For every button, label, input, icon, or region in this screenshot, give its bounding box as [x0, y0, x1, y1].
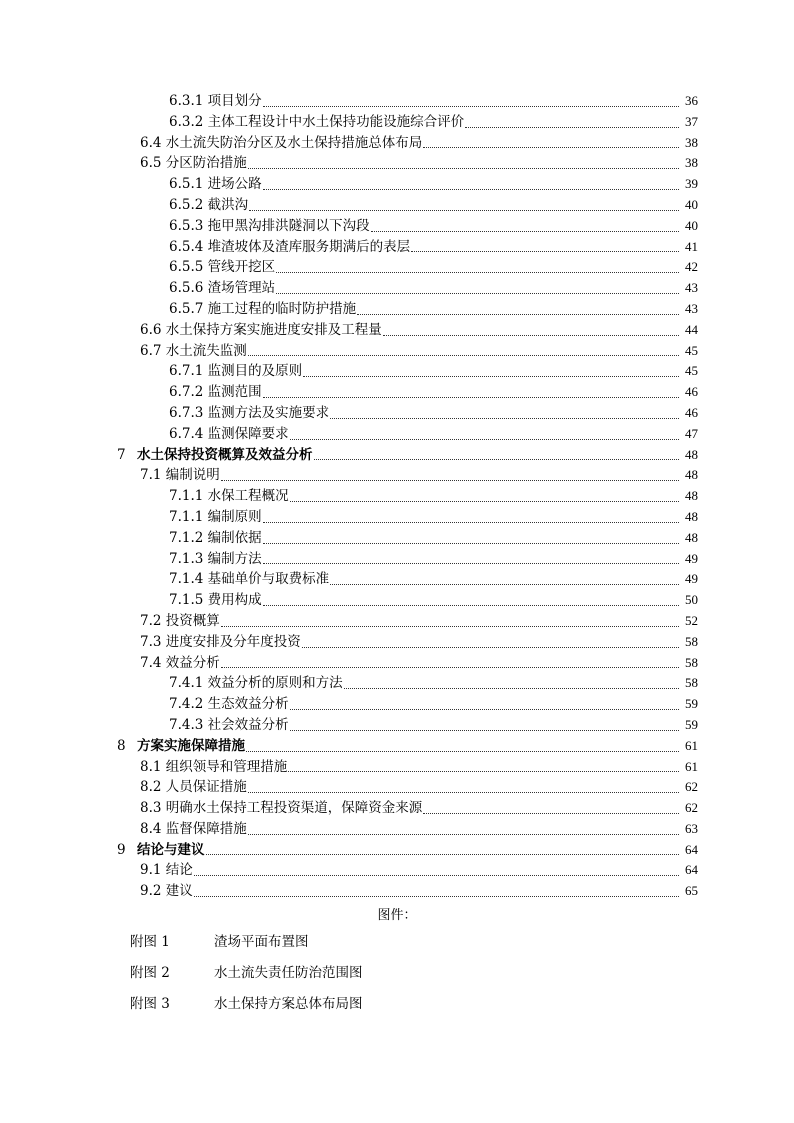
attachment-figure-number: 附图 3	[130, 996, 170, 1012]
toc-entry-number: 9.1	[140, 862, 166, 879]
toc-entry-page-number: 58	[685, 654, 698, 670]
dot-leader	[263, 189, 679, 190]
toc-entry[interactable]	[0, 673, 794, 694]
toc-entry[interactable]	[0, 840, 794, 861]
toc-entry-number: 6.7.4	[169, 425, 208, 442]
toc-entry-number: 9	[117, 841, 126, 858]
toc-entry-page-number: 65	[685, 883, 698, 899]
toc-entry-number: 6.6	[140, 321, 166, 338]
toc-entry-page-number: 41	[685, 238, 698, 254]
dot-leader	[357, 314, 679, 315]
toc-entry-number: 6.7.1	[169, 363, 208, 380]
toc-entry-number: 7.1.3	[169, 550, 208, 567]
toc-entry-page-number: 43	[685, 300, 698, 316]
toc-entry-page-number: 61	[685, 758, 698, 774]
toc-entry[interactable]	[0, 590, 794, 611]
toc-entry[interactable]	[0, 819, 794, 840]
toc-entry-number: 7.1.1	[169, 508, 208, 525]
toc-entry-page-number: 62	[685, 800, 698, 816]
attachment-item	[130, 961, 363, 981]
dot-leader	[290, 501, 679, 502]
dot-leader	[263, 543, 679, 544]
toc-entry-page-number: 49	[685, 550, 698, 566]
dot-leader	[303, 376, 679, 377]
toc-entry-title: 人员保证措施	[165, 779, 247, 796]
dot-leader	[302, 647, 679, 648]
toc-entry-page-number: 59	[685, 716, 698, 732]
toc-entry-page-number: 46	[685, 384, 698, 400]
toc-entry[interactable]	[0, 757, 794, 778]
toc-entry-page-number: 63	[685, 820, 698, 836]
toc-entry-title: 结论	[165, 862, 193, 879]
toc-entry[interactable]	[0, 257, 794, 278]
attachment-figure-title: 水土流失责任防治范围图	[214, 965, 363, 981]
toc-entry-title: 水土流失监测	[165, 342, 247, 359]
toc-entry-page-number: 40	[685, 217, 698, 233]
dot-leader	[221, 626, 679, 627]
toc-entry-title: 明确水土保持工程投资渠道，保障资金来源	[165, 800, 423, 817]
toc-entry-title: 进度安排及分年度投资	[165, 633, 301, 650]
toc-entry-number: 6.5.2	[169, 196, 208, 213]
toc-entry-number: 6.7	[140, 342, 166, 359]
toc-entry-title: 主体工程设计中水土保持功能设施综合评价	[207, 113, 465, 130]
toc-entry-title: 进场公路	[207, 176, 262, 193]
toc-entry-title: 监测方法及实施要求	[207, 404, 330, 421]
toc-entry-page-number: 64	[685, 841, 698, 857]
toc-entry-title: 监测保障要求	[207, 425, 289, 442]
attachment-figure-number: 附图 1	[130, 934, 170, 950]
dot-leader	[263, 605, 679, 606]
toc-entry[interactable]	[0, 736, 794, 757]
toc-entry-page-number: 47	[685, 425, 698, 441]
dot-leader	[221, 667, 679, 668]
dot-leader	[263, 522, 679, 523]
toc-entry-page-number: 61	[685, 737, 698, 753]
toc-entry-number: 6.5.7	[169, 300, 208, 317]
toc-entry-page-number: 43	[685, 280, 698, 296]
dot-leader	[248, 792, 679, 793]
toc-entry-number: 8.3	[140, 800, 166, 817]
toc-entry[interactable]	[0, 91, 794, 112]
toc-entry-title: 管线开挖区	[207, 259, 276, 276]
dot-leader	[248, 168, 679, 169]
toc-entry-number: 6.7.2	[169, 384, 208, 401]
toc-entry-number: 9.2	[140, 883, 166, 900]
toc-entry[interactable]	[0, 278, 794, 299]
toc-entry-page-number: 48	[685, 467, 698, 483]
toc-entry-title: 投资概算	[165, 612, 220, 629]
toc-entry-title: 费用构成	[207, 592, 262, 609]
toc-entry-number: 6.5	[140, 155, 166, 172]
toc-entry-number: 8.1	[140, 758, 166, 775]
toc-entry-number: 6.5.3	[169, 217, 208, 234]
toc-entry[interactable]	[0, 486, 794, 507]
dot-leader	[330, 418, 679, 419]
toc-entry-number: 7.4.3	[169, 716, 208, 733]
toc-entry-title: 效益分析	[165, 654, 220, 671]
toc-entry-title: 监督保障措施	[165, 820, 247, 837]
toc-entry[interactable]	[0, 424, 794, 445]
attachment-figure-title: 渣场平面布置图	[214, 934, 309, 950]
toc-entry-page-number: 62	[685, 779, 698, 795]
toc-entry-number: 7.1	[140, 467, 166, 484]
toc-entry-page-number: 45	[685, 363, 698, 379]
toc-entry-number: 8	[117, 737, 126, 754]
toc-entry-title: 监测范围	[207, 384, 262, 401]
toc-entry-title: 组织领导和管理措施	[165, 758, 288, 775]
toc-entry-number: 6.5.1	[169, 176, 208, 193]
attachment-item	[130, 992, 363, 1012]
dot-leader	[423, 813, 679, 814]
toc-entry-page-number: 38	[685, 134, 698, 150]
toc-entry-page-number: 40	[685, 196, 698, 212]
toc-entry[interactable]	[0, 320, 794, 341]
toc-entry[interactable]	[0, 569, 794, 590]
toc-entry[interactable]	[0, 299, 794, 320]
toc-entry-page-number: 44	[685, 321, 698, 337]
toc-entry-number: 6.4	[140, 134, 166, 151]
toc-entry-title: 水土保持方案实施进度安排及工程量	[165, 321, 382, 338]
toc-entry-page-number: 48	[685, 446, 698, 462]
dot-leader	[276, 272, 679, 273]
toc-entry[interactable]	[0, 549, 794, 570]
dot-leader	[194, 875, 679, 876]
dot-leader	[344, 688, 679, 689]
dot-leader	[288, 771, 679, 772]
toc-entry-page-number: 58	[685, 675, 698, 691]
toc-entry-title: 方案实施保障措施	[137, 737, 245, 754]
toc-entry[interactable]	[0, 403, 794, 424]
toc-entry[interactable]	[0, 528, 794, 549]
dot-leader	[290, 730, 679, 731]
toc-entry-number: 6.3.1	[169, 93, 208, 109]
toc-entry[interactable]	[0, 860, 794, 881]
toc-entry-number: 7.2	[140, 612, 166, 629]
dot-leader	[290, 439, 679, 440]
toc-entry-page-number: 48	[685, 529, 698, 545]
table-of-contents	[0, 91, 794, 902]
toc-entry-title: 水土流失防治分区及水土保持措施总体布局	[165, 134, 423, 151]
toc-entry-number: 8.2	[140, 779, 166, 796]
dot-leader	[206, 854, 680, 855]
dot-leader	[263, 397, 679, 398]
toc-entry[interactable]	[0, 465, 794, 486]
toc-entry-title: 编制说明	[165, 467, 220, 484]
toc-entry[interactable]	[0, 507, 794, 528]
toc-entry-title: 建议	[165, 883, 193, 900]
dot-leader	[248, 355, 679, 356]
dot-leader	[411, 251, 679, 252]
toc-entry-title: 编制依据	[207, 529, 262, 546]
toc-entry-title: 水保工程概况	[207, 488, 289, 505]
toc-entry-title: 渣场管理站	[207, 280, 276, 297]
toc-entry[interactable]	[0, 611, 794, 632]
toc-entry[interactable]	[0, 632, 794, 653]
toc-entry-page-number: 64	[685, 862, 698, 878]
attachment-item	[130, 930, 309, 950]
toc-entry-title: 监测目的及原则	[207, 363, 303, 380]
attachments-heading: 图件：	[377, 908, 417, 923]
toc-entry-page-number: 42	[685, 259, 698, 275]
toc-entry-page-number: 49	[685, 571, 698, 587]
dot-leader	[263, 563, 679, 564]
toc-entry-number: 6.7.3	[169, 404, 208, 421]
toc-entry-title: 社会效益分析	[207, 716, 289, 733]
toc-entry-number: 7.1.5	[169, 592, 208, 609]
dot-leader	[465, 127, 679, 128]
toc-entry[interactable]	[0, 694, 794, 715]
toc-entry-title: 堆渣坡体及渣库服务期满后的表层	[207, 238, 411, 255]
toc-entry-page-number: 50	[685, 592, 698, 608]
toc-entry-number: 7.1.1	[169, 488, 208, 505]
toc-entry-page-number: 39	[685, 176, 698, 192]
toc-entry-title: 水土保持投资概算及效益分析	[137, 446, 313, 463]
toc-entry-page-number: 38	[685, 155, 698, 171]
toc-entry[interactable]	[0, 777, 794, 798]
toc-entry-number: 6.5.5	[169, 259, 208, 276]
toc-entry-page-number: 48	[685, 488, 698, 504]
dot-leader	[246, 751, 679, 752]
dot-leader	[221, 480, 679, 481]
toc-entry-number: 8.4	[140, 820, 166, 837]
toc-entry-title: 结论与建议	[137, 841, 205, 858]
toc-entry[interactable]	[0, 195, 794, 216]
toc-entry-number: 7.1.4	[169, 571, 208, 588]
toc-entry-page-number: 45	[685, 342, 698, 358]
toc-entry-title: 编制方法	[207, 550, 262, 567]
toc-entry[interactable]	[0, 361, 794, 382]
dot-leader	[330, 584, 679, 585]
dot-leader	[371, 231, 679, 232]
toc-entry-page-number: 59	[685, 696, 698, 712]
toc-entry[interactable]	[0, 798, 794, 819]
toc-entry-title: 截洪沟	[207, 196, 249, 213]
toc-entry[interactable]	[0, 112, 794, 133]
toc-entry-title: 施工过程的临时防护措施	[207, 300, 357, 317]
toc-entry-number: 6.3.2	[169, 113, 208, 130]
toc-entry[interactable]	[0, 445, 794, 466]
toc-entry[interactable]	[0, 174, 794, 195]
toc-entry[interactable]	[0, 881, 794, 902]
dot-leader	[290, 709, 679, 710]
dot-leader	[423, 147, 679, 148]
attachment-figure-title: 水土保持方案总体布局图	[214, 996, 363, 1012]
toc-entry-page-number: 52	[685, 612, 698, 628]
toc-entry-number: 6.5.4	[169, 238, 208, 255]
dot-leader	[194, 896, 679, 897]
toc-entry-title: 编制原则	[207, 508, 262, 525]
toc-entry-page-number: 36	[685, 93, 698, 108]
toc-entry[interactable]	[0, 216, 794, 237]
toc-entry[interactable]	[0, 715, 794, 736]
toc-entry[interactable]	[0, 153, 794, 174]
toc-entry-title: 基础单价与取费标准	[207, 571, 330, 588]
toc-entry[interactable]	[0, 341, 794, 362]
toc-entry[interactable]	[0, 653, 794, 674]
toc-entry-title: 项目划分	[207, 93, 262, 109]
toc-entry-page-number: 58	[685, 633, 698, 649]
toc-entry-number: 7.3	[140, 633, 166, 650]
toc-entry[interactable]	[0, 237, 794, 258]
toc-entry-number: 7.4	[140, 654, 166, 671]
toc-entry-title: 生态效益分析	[207, 696, 289, 713]
dot-leader	[248, 834, 679, 835]
toc-entry-title: 分区防治措施	[165, 155, 247, 172]
dot-leader	[314, 459, 680, 460]
dot-leader	[249, 210, 679, 211]
toc-entry-page-number: 46	[685, 404, 698, 420]
dot-leader	[276, 293, 679, 294]
dot-leader	[263, 106, 679, 107]
toc-entry-number: 7.1.2	[169, 529, 208, 546]
toc-entry[interactable]	[0, 133, 794, 154]
toc-entry-page-number: 48	[685, 508, 698, 524]
toc-entry-number: 6.5.6	[169, 280, 208, 297]
toc-entry-page-number: 37	[685, 113, 698, 129]
dot-leader	[383, 335, 679, 336]
toc-entry-number: 7.4.2	[169, 696, 208, 713]
toc-entry-title: 效益分析的原则和方法	[207, 675, 343, 692]
attachment-figure-number: 附图 2	[130, 965, 170, 981]
toc-entry[interactable]	[0, 382, 794, 403]
toc-entry-number: 7.4.1	[169, 675, 208, 692]
toc-entry-title: 拖甲黑沟排洪隧洞以下沟段	[207, 217, 370, 234]
toc-entry-number: 7	[117, 446, 126, 463]
